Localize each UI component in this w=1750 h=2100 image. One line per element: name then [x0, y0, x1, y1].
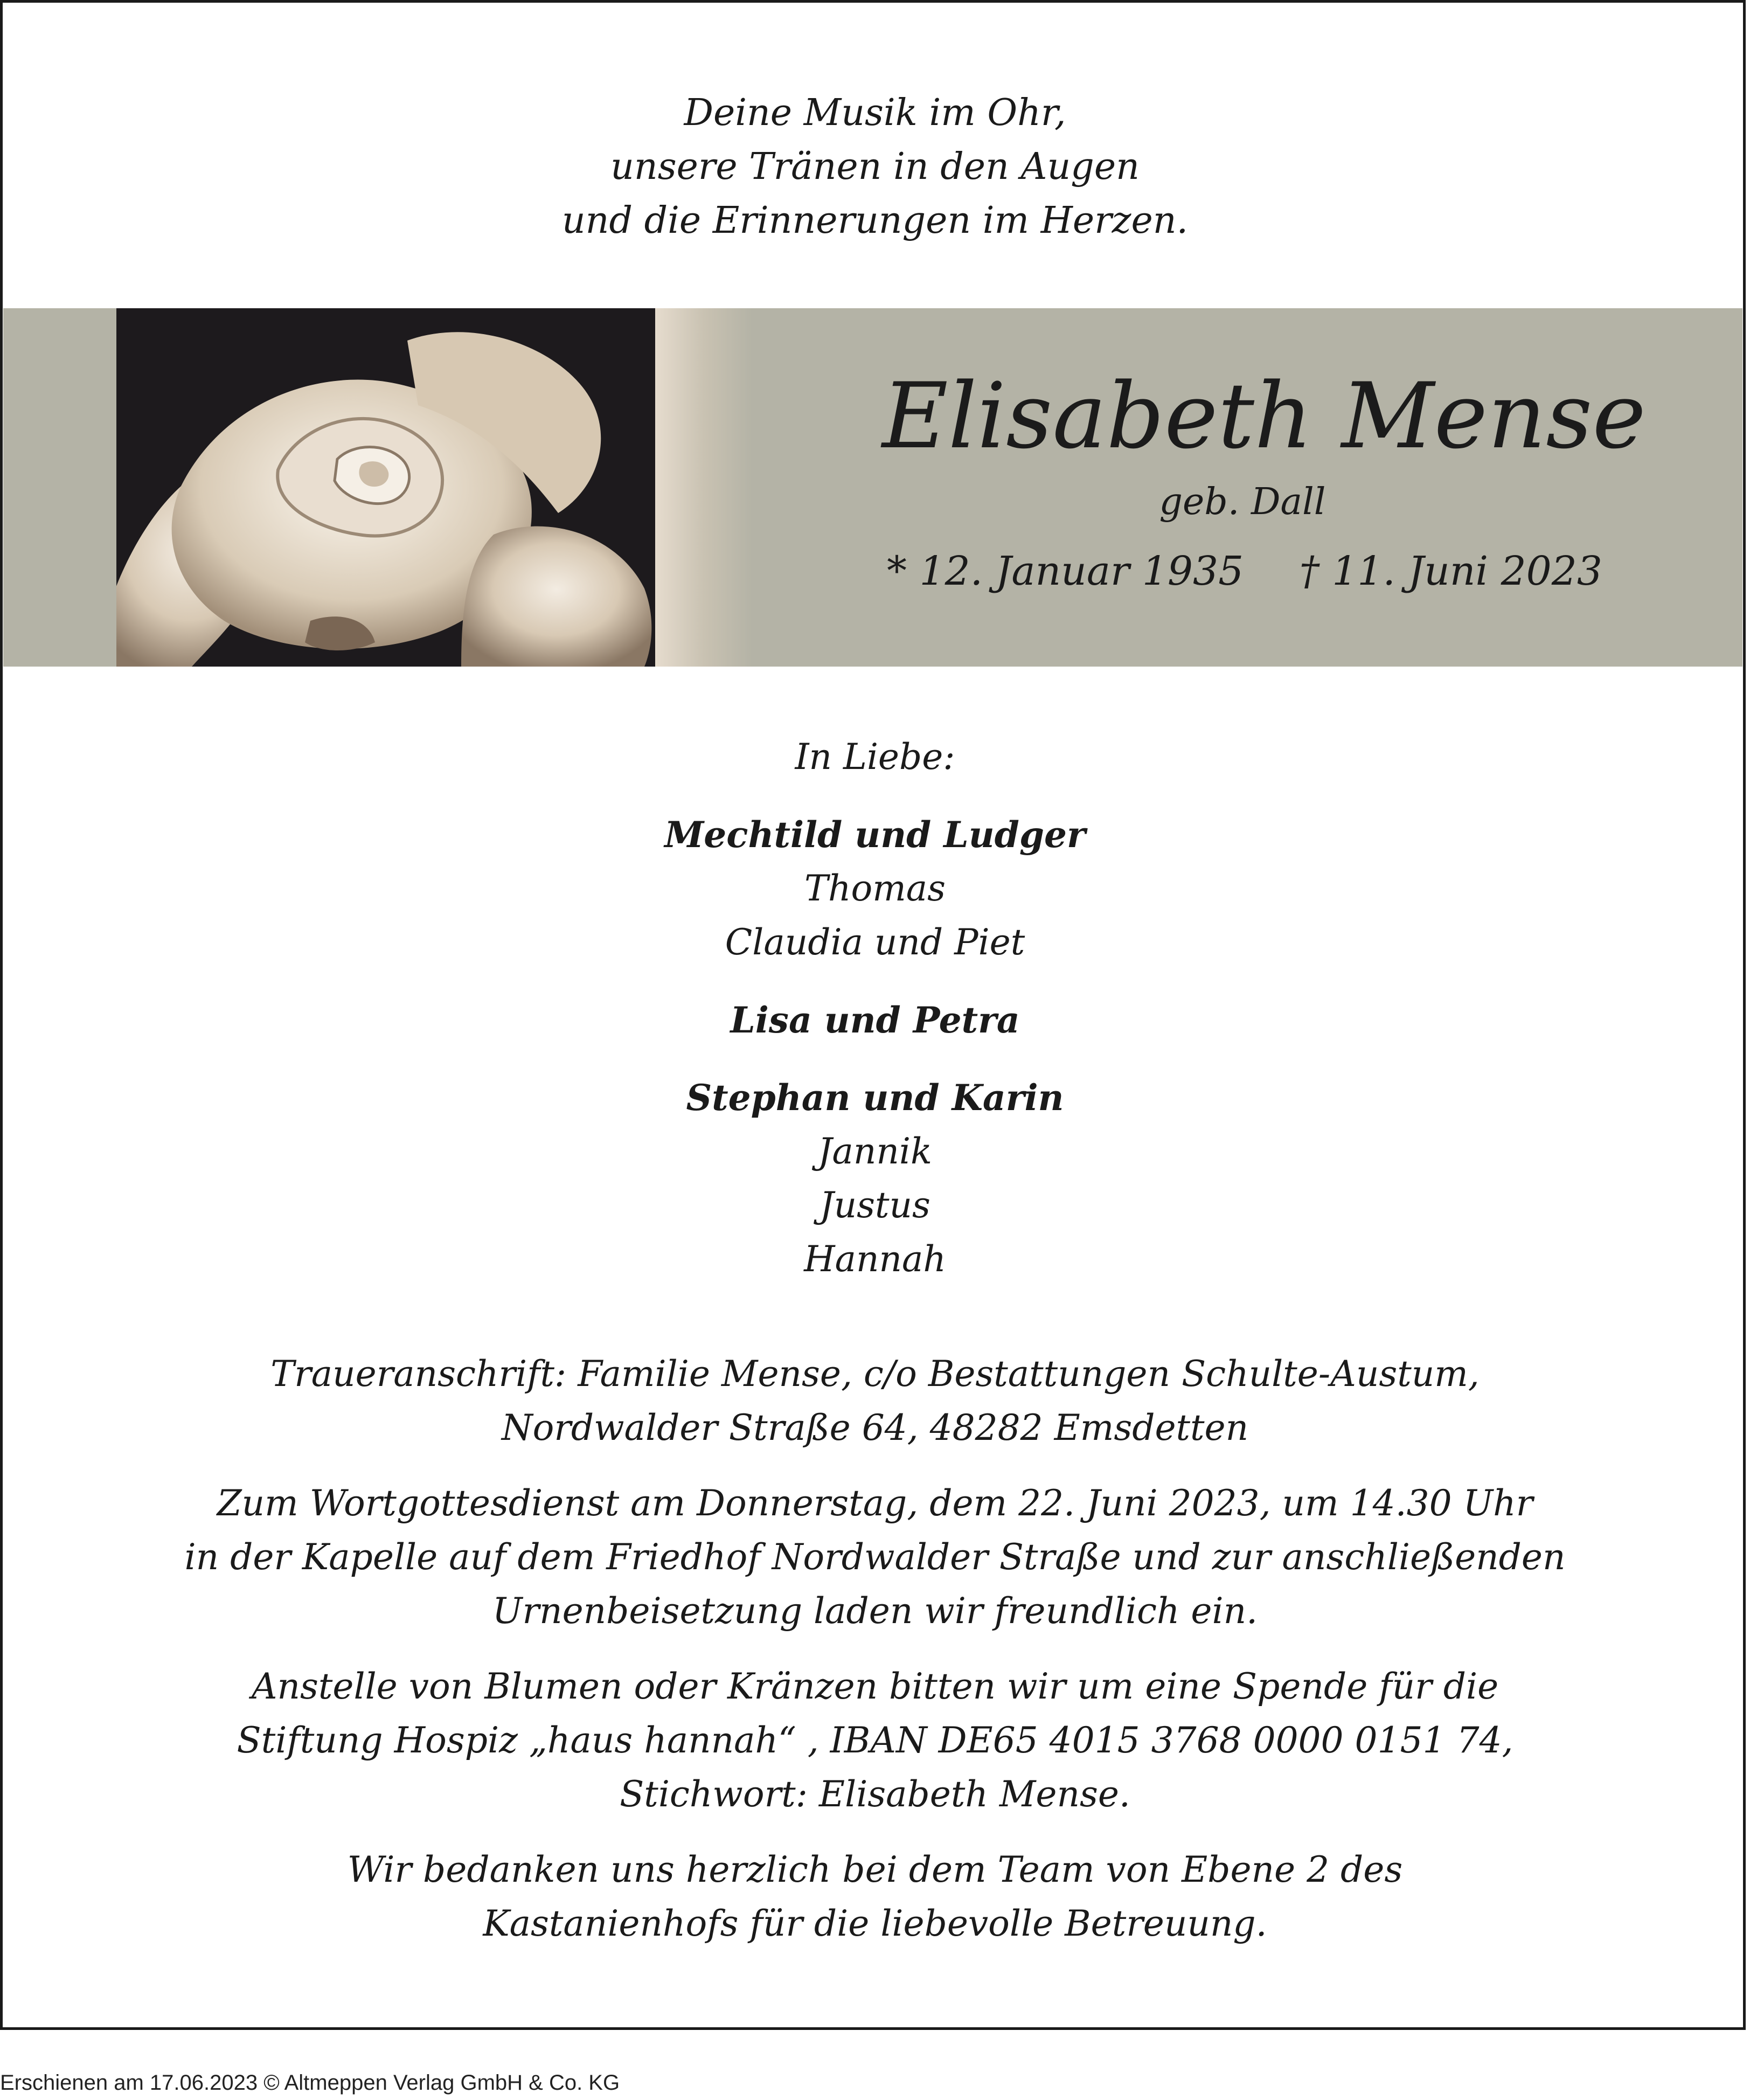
rose-illustration [116, 308, 661, 667]
family-intro: In Liebe: [795, 736, 955, 778]
address-line: Traueranschrift: Familie Mense, c/o Bestattungen Schulte-Austum, [270, 1353, 1480, 1395]
death-date: † 11. Juni 2023 [1299, 548, 1602, 594]
thanks-line: Wir bedanken uns herzlich bei dem Team von Ebene 2 des [347, 1849, 1403, 1890]
family-member: Justus [820, 1184, 930, 1226]
service-line: in der Kapelle auf dem Friedhof Nordwalder Straße und zur anschließenden [184, 1536, 1566, 1578]
verse-line: und die Erinnerungen im Herzen. [561, 199, 1189, 242]
thanks-line: Kastanienhofs für die liebevolle Betreuung. [483, 1903, 1267, 1944]
family-member: Thomas [804, 868, 946, 909]
verse-line: unsere Tränen in den Augen [610, 145, 1140, 188]
address-line: Nordwalder Straße 64, 48282 Emsdetten [501, 1407, 1249, 1448]
birth-date: * 12. Januar 1935 [887, 548, 1244, 594]
service-line: Zum Wortgottesdienst am Donnerstag, dem 22. Juni 2023, um 14.30 Uhr [217, 1482, 1533, 1524]
family-member: Jannik [818, 1131, 932, 1172]
family-heading: Mechtild und Ludger [664, 814, 1086, 856]
family-member: Hannah [804, 1238, 946, 1280]
family-list [0, 730, 1750, 1286]
verse [0, 86, 1750, 248]
rose-photo [116, 308, 661, 667]
birth-name: geb. Dall [1159, 481, 1326, 523]
family-member: Claudia und Piet [725, 921, 1025, 963]
donation-line: Stiftung Hospiz „haus hannah“ , IBAN DE65 4015 3768 0000 0151 74, [237, 1720, 1513, 1761]
donation-line: Anstelle von Blumen oder Kränzen bitten wir um eine Spende für die [251, 1666, 1499, 1707]
verse-line: Deine Musik im Ohr, [684, 92, 1066, 134]
donation-line: Stichwort: Elisabeth Mense. [620, 1773, 1130, 1815]
rose-fade [655, 308, 752, 667]
service-line: Urnenbeisetzung laden wir freundlich ein. [492, 1590, 1258, 1632]
family-heading: Lisa und Petra [730, 999, 1020, 1041]
deceased-name: Elisabeth Mense [882, 363, 1646, 469]
life-dates [865, 548, 1620, 594]
publication-footer: Erschienen am 17.06.2023 © Altmeppen Verlag GmbH & Co. KG [0, 2071, 620, 2095]
notice-info [0, 1347, 1750, 1951]
name-banner [3, 308, 1742, 667]
family-heading: Stephan und Karin [686, 1077, 1064, 1119]
